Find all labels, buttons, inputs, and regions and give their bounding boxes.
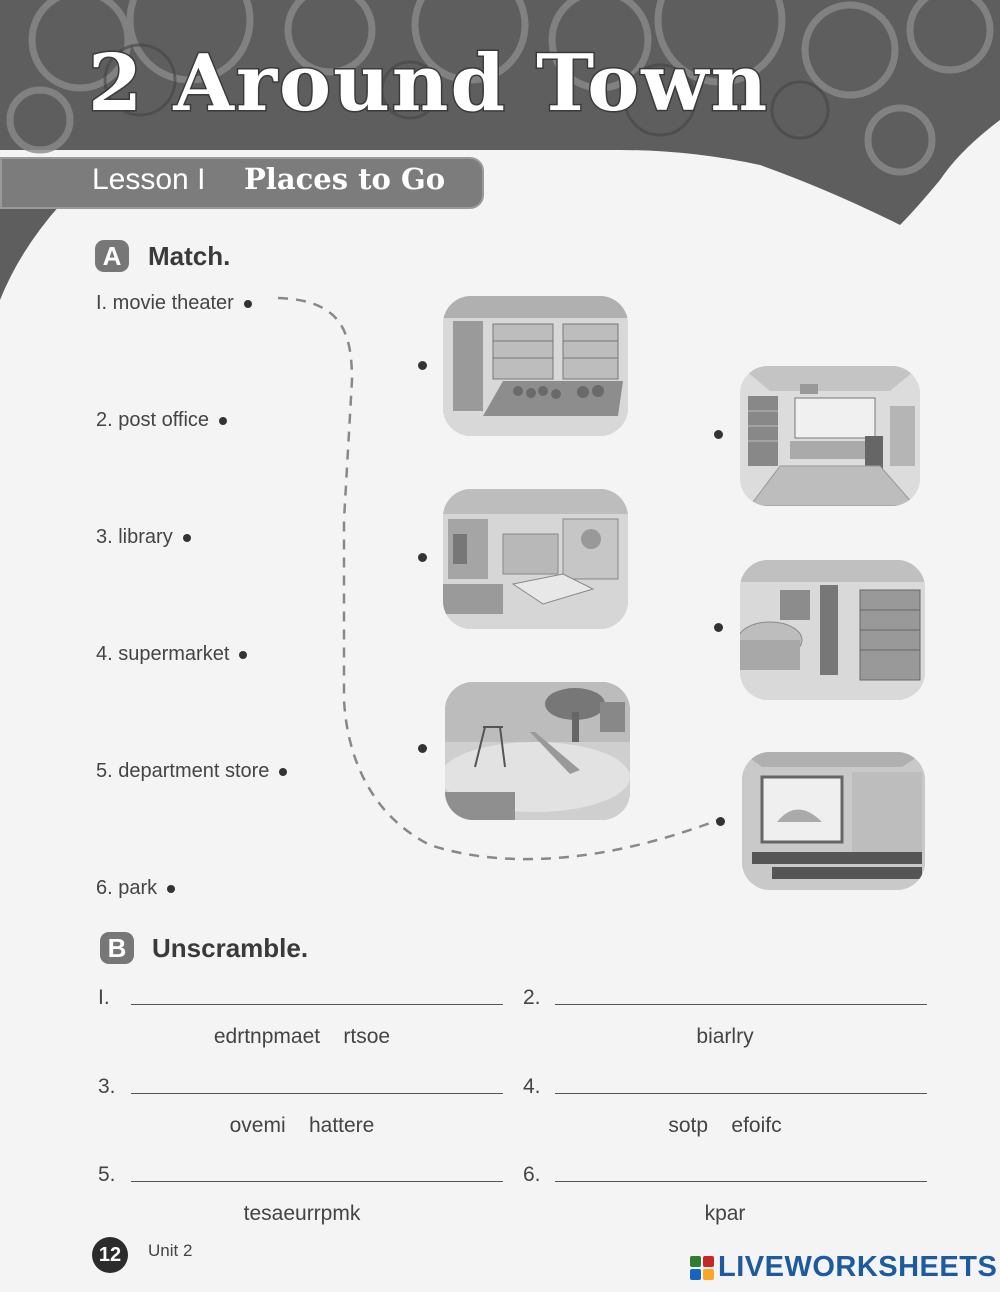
match-item-label: 2. post office [96,409,210,431]
answer-line-3[interactable] [131,1093,503,1094]
picture-dot-6[interactable] [716,817,725,826]
scrambled-word: tesaeurrpmk [243,1202,361,1225]
answer-number: 5. [98,1163,116,1186]
scrambled-word: edrtnpmaet rtsoe [213,1025,391,1048]
match-item-label: 3. library [96,526,173,548]
page-number: 12 [92,1237,128,1273]
match-dot[interactable] [244,300,252,308]
match-item-1[interactable] [96,292,252,315]
liveworksheets-logo[interactable] [690,1251,997,1284]
scrambled-word: ovemi hattere [229,1114,375,1137]
section-a-badge: A [95,240,129,272]
scrambled-word: kpar [704,1202,746,1225]
section-b-title: Unscramble. [152,933,309,963]
match-item-3[interactable] [96,526,191,549]
answer-number: 3. [98,1075,116,1098]
answer-number: 4. [523,1075,541,1098]
scrambled-word: sotp efoifc [668,1114,782,1137]
match-dot[interactable] [239,651,247,659]
scrambled-word: biarlry [696,1025,754,1048]
answer-number: 2. [523,986,541,1009]
match-item-5[interactable] [96,760,287,783]
match-item-label: 4. supermarket [96,643,230,665]
lesson-name: Places to Go [244,162,446,196]
match-dot[interactable] [219,417,227,425]
liveworksheets-icon [690,1256,714,1280]
answer-line-2[interactable] [555,1004,927,1005]
answer-number: 6. [523,1163,541,1186]
answer-line-6[interactable] [555,1181,927,1182]
section-b-badge: B [100,932,134,964]
department-store-picture [443,489,628,629]
unit-title: 2 Around Town [88,38,770,129]
post-office-picture [740,366,920,506]
picture-dot-3[interactable] [418,744,427,753]
match-item-4[interactable] [96,643,247,666]
match-item-label: I. movie theater [96,292,234,314]
movie-theater-picture [742,752,925,890]
picture-dot-5[interactable] [714,623,723,632]
answer-line-5[interactable] [131,1181,503,1182]
match-item-6[interactable] [96,877,175,900]
match-item-2[interactable] [96,409,227,432]
section-a-title: Match. [148,241,231,271]
lesson-label: Lesson I [92,163,206,196]
library-picture [740,560,925,700]
brand-text: LIVEWORKSHEETS [718,1251,998,1283]
supermarket-picture [443,296,628,436]
match-dot[interactable] [167,885,175,893]
match-dot[interactable] [183,534,191,542]
answer-line-1[interactable] [131,1004,503,1005]
answer-line-4[interactable] [555,1093,927,1094]
picture-dot-1[interactable] [418,361,427,370]
park-picture [445,682,630,820]
answer-number: I. [98,986,110,1009]
picture-dot-4[interactable] [714,430,723,439]
picture-dot-2[interactable] [418,553,427,562]
match-item-label: 5. department store [96,760,270,782]
unit-label: Unit 2 [148,1241,193,1260]
match-item-label: 6. park [96,877,158,899]
match-dot[interactable] [279,768,287,776]
